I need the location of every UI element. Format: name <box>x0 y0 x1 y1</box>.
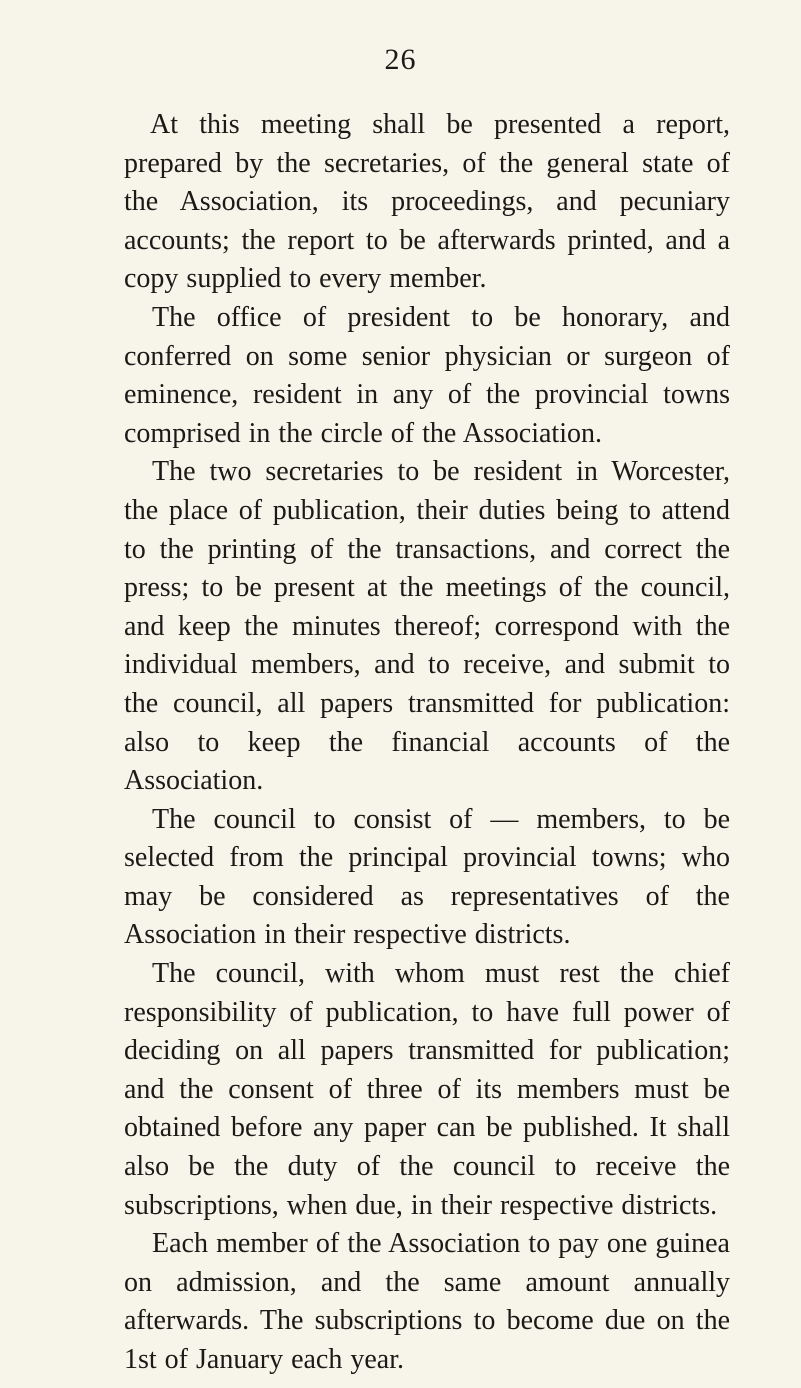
paragraph-council: The council to consist of — members, to be selected from the principal provincial towns; who may be considered as representatives of the Association in their respective districts. <box>124 803 730 951</box>
body-text <box>124 106 730 1380</box>
paragraph-subscriptions: Each member of the Association to pay one guinea on admission, and the same amount annually afterwards. The subscriptions to become due on the 1st of January each year. <box>124 1228 730 1375</box>
paragraph-president: The office of president to be honorary, and conferred on some senior physician or surgeon of eminence, resident in any of the provincial towns comprised in the circle of the Association. <box>124 301 730 449</box>
paragraph-annual-report: At this meeting shall be presented a report, prepared by the secretaries, of the general state of the Association, its proceedings, and pecuniary accounts; the report to be afterwards printed, and a copy supplied to every member. <box>124 109 730 295</box>
page-number: 26 <box>384 43 417 76</box>
paragraph-council-responsibility: The council, with whom must rest the chief responsibility of publication, to have full power of deciding on all papers transmitted for publication; and the consent of three of its members must be obtained before any paper can be published. It shall also be the duty of the council to receive the subscriptions, when due, in their respective districts. <box>124 958 730 1221</box>
paragraph-secretaries: The two secretaries to be resident in Worcester, the place of publication, their duties being to attend to the printing of the transactions, and correct the press; to be present at the meetings of the council, and keep the minutes thereof; correspond with the individual members, and to receive, and submit to the council, all papers transmitted for publication: also to keep the financial accounts of the Association. <box>124 456 730 797</box>
